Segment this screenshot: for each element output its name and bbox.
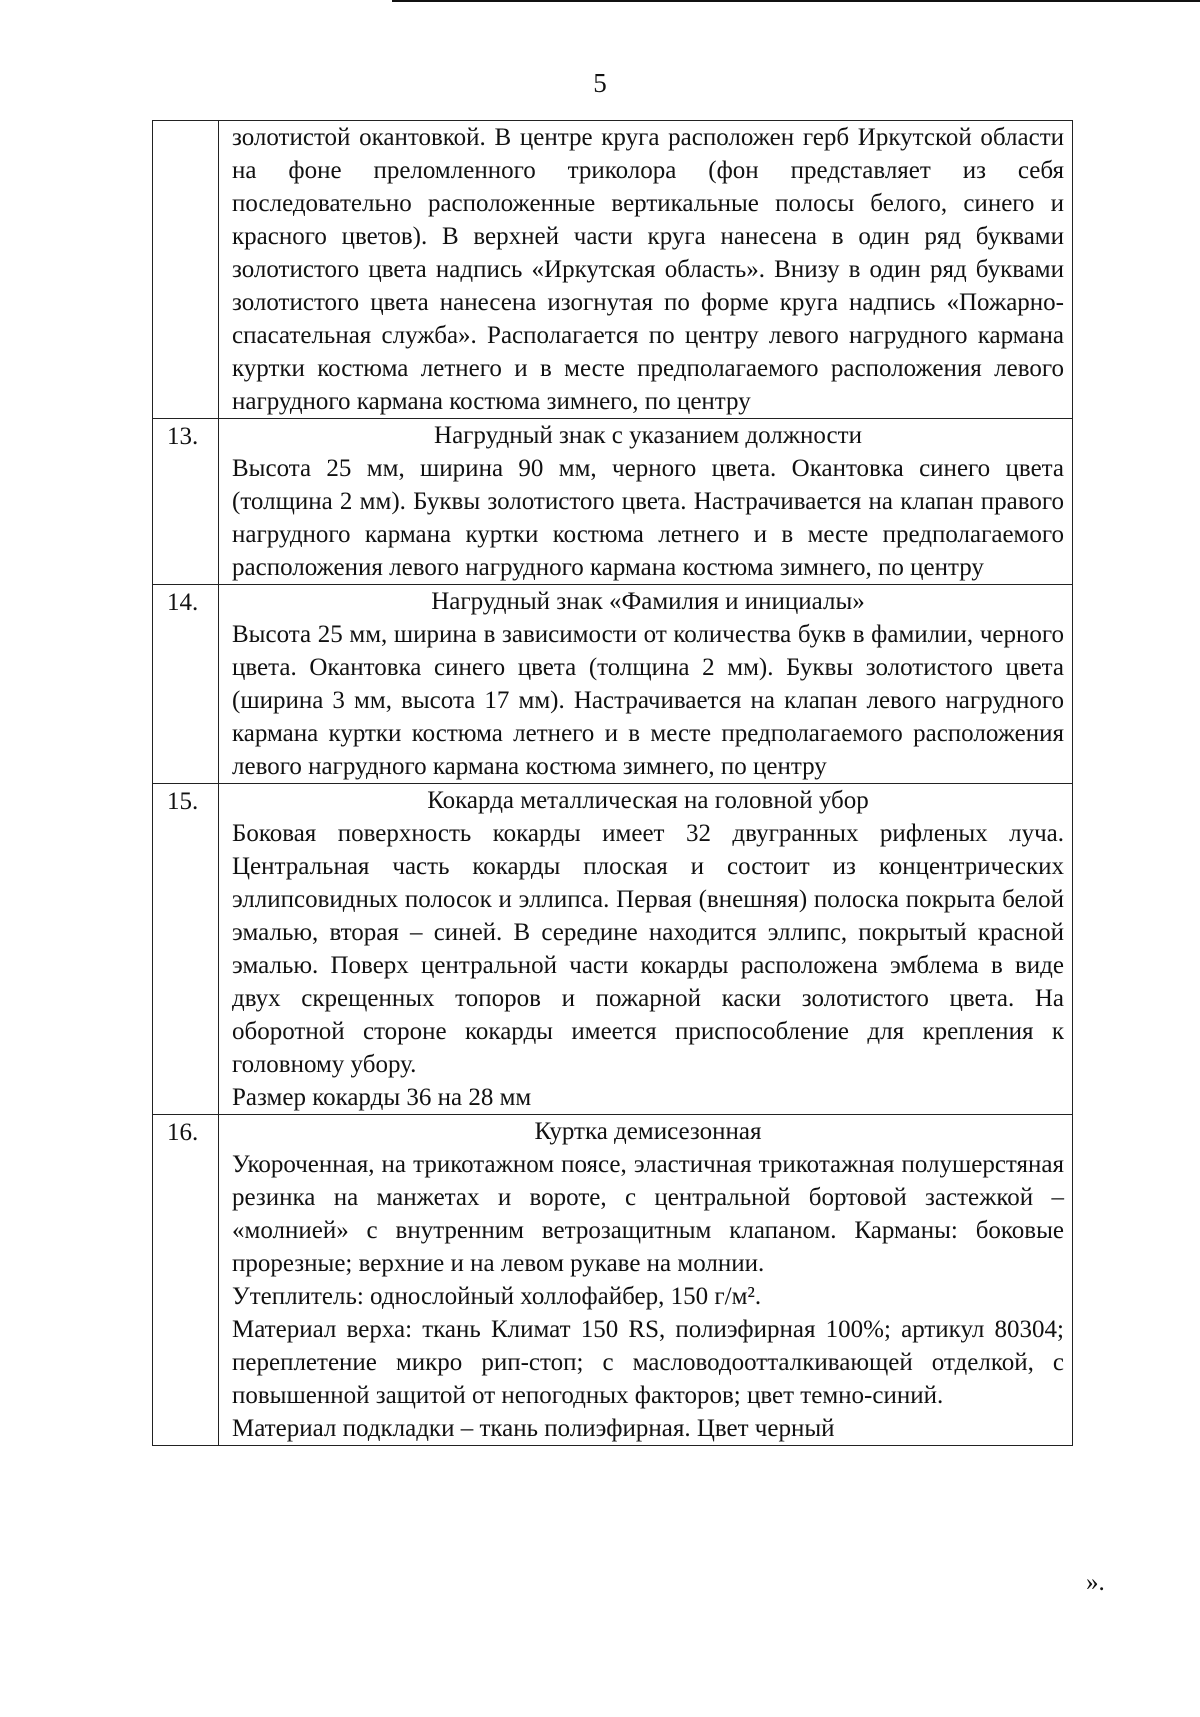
description-paragraph: Материал верха: ткань Климат 150 RS, полиэфирная 100%; артикул 80304; переплетение микро рип-стоп; с масловодоотталкивающей отделкой, с повышенной защитой от непогодных факторов; цвет темно-синий. xyxy=(232,1316,1064,1409)
description-paragraph: Утеплитель: однослойный холлофайбер, 150 г/м². xyxy=(232,1283,762,1310)
closing-quote: ». xyxy=(1086,1569,1105,1596)
table-row xyxy=(153,121,1073,419)
table-row xyxy=(153,1115,1073,1446)
description-paragraph: золотистой окантовкой. В центре круга расположен герб Иркутской области на фоне преломленного триколора (фон представляет из себя последовательно расположенные вертикальные полосы белого, синего и красного цветов). В верхней части круга нанесена в один ряд буквами золотистого цвета надпись «Иркутская область». Внизу в один ряд буквами золотистого цвета нанесена изогнутая по форме круга надпись «Пожарно-спасательная служба». Располагается по центру левого нагрудного кармана куртки костюма летнего и в месте предполагаемого расположения левого нагрудного кармана костюма зимнего, по центру xyxy=(232,124,1064,415)
item-title: Кокарда металлическая на головной убор xyxy=(427,787,869,814)
row-description xyxy=(219,121,1073,419)
top-rule xyxy=(392,0,1200,2)
row-description xyxy=(219,1115,1073,1446)
description-paragraph: Размер кокарды 36 на 28 мм xyxy=(232,1084,532,1111)
row-description xyxy=(219,585,1073,784)
description-paragraph: Высота 25 мм, ширина в зависимости от количества букв в фамилии, черного цвета. Окантовка синего цвета (толщина 2 мм). Буквы золотистого цвета (ширина 3 мм, высота 17 мм). Настрачивается на клапан левого нагрудного кармана куртки костюма летнего и в месте предполагаемого расположения левого нагрудного кармана костюма зимнего, по центру xyxy=(232,621,1064,780)
item-title: Куртка демисезонная xyxy=(534,1118,762,1145)
row-number: 13. xyxy=(153,419,219,585)
row-number: 15. xyxy=(153,784,219,1115)
row-number: 14. xyxy=(153,585,219,784)
item-title: Нагрудный знак «Фамилия и инициалы» xyxy=(431,588,865,615)
page-number: 5 xyxy=(593,68,607,98)
item-title: Нагрудный знак с указанием должности xyxy=(434,422,862,449)
description-paragraph: Боковая поверхность кокарды имеет 32 двугранных рифленых луча. Центральная часть кокарды плоская и состоит из концентрических эллипсовидных полосок и эллипса. Первая (внешняя) полоска покрыта белой эмалью, вторая – синей. В середине находится эллипс, покрытый красной эмалью. Поверх центральной части кокарды расположена эмблема в виде двух скрещенных топоров и пожарной каски золотистого цвета. На оборотной стороне кокарды имеется приспособление для крепления к головному убору. xyxy=(232,820,1064,1078)
table-row xyxy=(153,419,1073,585)
specification-table xyxy=(152,120,1073,1446)
row-number xyxy=(153,121,219,419)
description-paragraph: Укороченная, на трикотажном поясе, эластичная трикотажная полушерстяная резинка на манжетах и вороте, с центральной бортовой застежкой – «молнией» с внутренним ветрозащитным клапаном. Карманы: боковые прорезные; верхние и на левом рукаве на молнии. xyxy=(232,1151,1064,1277)
table-row xyxy=(153,784,1073,1115)
description-paragraph: Материал подкладки – ткань полиэфирная. Цвет черный xyxy=(232,1415,835,1442)
description-paragraph: Высота 25 мм, ширина 90 мм, черного цвета. Окантовка синего цвета (толщина 2 мм). Буквы золотистого цвета. Настрачивается на клапан правого нагрудного кармана куртки костюма летнего и в месте предполагаемого расположения левого нагрудного кармана костюма зимнего, по центру xyxy=(232,455,1064,581)
row-description xyxy=(219,419,1073,585)
row-description xyxy=(219,784,1073,1115)
table-row xyxy=(153,585,1073,784)
row-number: 16. xyxy=(153,1115,219,1446)
